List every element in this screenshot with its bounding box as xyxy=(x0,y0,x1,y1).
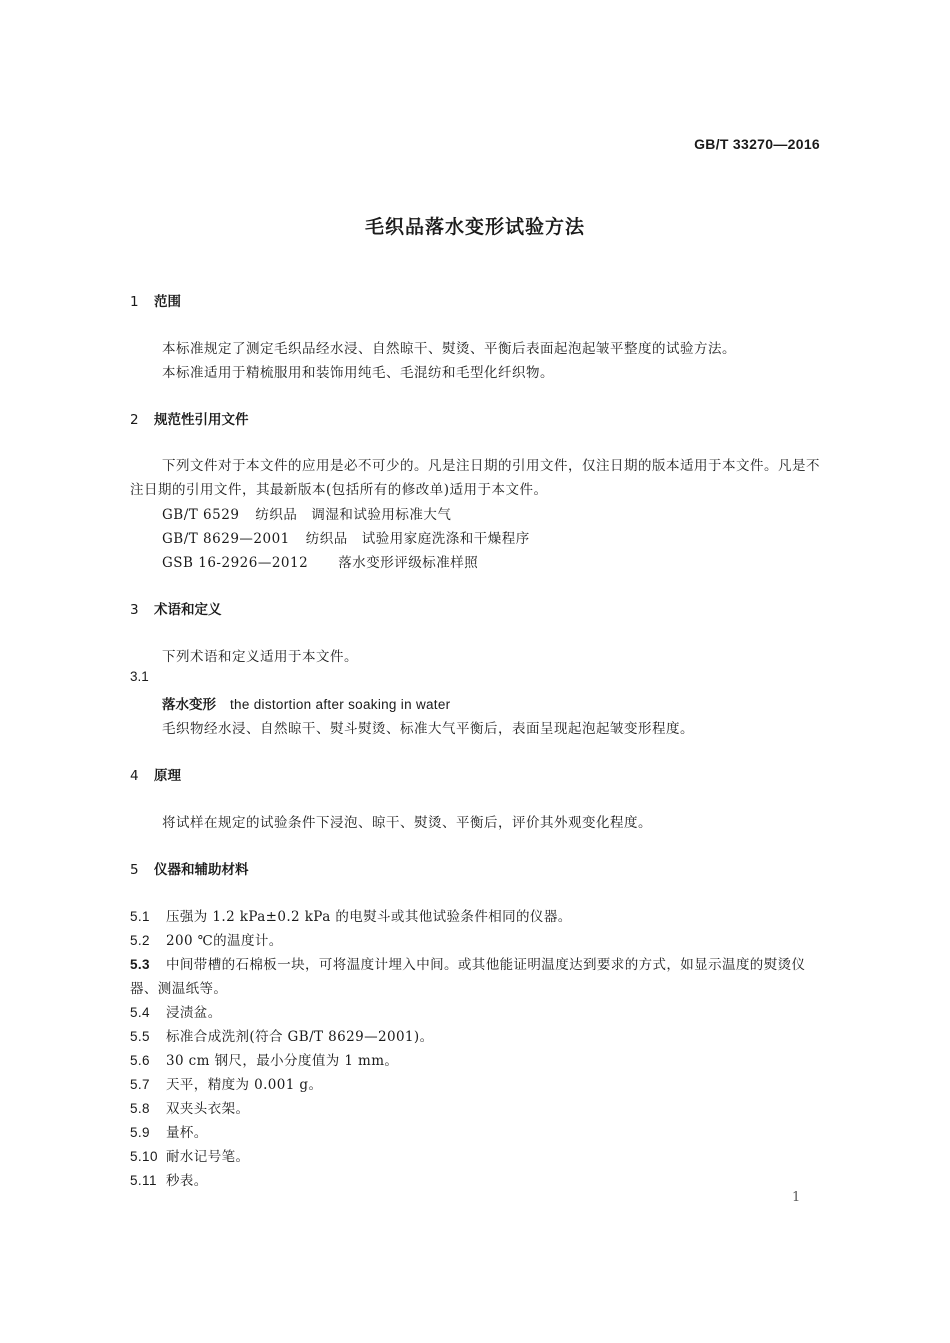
clause-number: 5.6 xyxy=(130,1053,150,1068)
clause-number: 5.7 xyxy=(130,1077,150,1092)
section-title: 原理 xyxy=(154,768,181,784)
reference-item xyxy=(162,551,478,571)
clause-text: 标准合成洗剂(符合 GB/T 8629—2001)。 xyxy=(166,1029,434,1045)
clause-item xyxy=(130,905,572,925)
section-5-heading xyxy=(130,858,249,878)
clause-item xyxy=(130,1025,434,1045)
section-number: 4 xyxy=(130,768,139,784)
clause-text: 耐水记号笔。 xyxy=(166,1149,250,1165)
term-definition: 毛织物经水浸、自然晾干、熨斗熨烫、标准大气平衡后，表面呈现起泡起皱变形程度。 xyxy=(162,721,694,737)
clause-text: 天平，精度为 0.001 g。 xyxy=(166,1077,323,1093)
clause-text: 浸渍盆。 xyxy=(166,1005,222,1021)
clause-text: 压强为 1.2 kPa±0.2 kPa 的电熨斗或其他试验条件相同的仪器。 xyxy=(166,909,572,925)
paragraph: 本标准规定了测定毛织品经水浸、自然晾干、熨烫、平衡后表面起泡起皱平整度的试验方法。 xyxy=(162,341,736,357)
clause-number: 5.11 xyxy=(130,1173,157,1188)
clause-item xyxy=(130,1001,222,1021)
clause-text: 秒表。 xyxy=(166,1173,208,1189)
reference-code: GB/T 6529 xyxy=(162,507,240,523)
section-3-heading xyxy=(130,598,222,618)
section-title: 术语和定义 xyxy=(154,602,222,618)
term-chinese: 落水变形 xyxy=(162,697,216,713)
reference-desc: 试验用家庭洗涤和干燥程序 xyxy=(361,531,530,547)
clause-number: 5.5 xyxy=(130,1029,150,1044)
clause-item xyxy=(130,1121,208,1141)
section-title: 范围 xyxy=(154,294,181,310)
paragraph: 下列术语和定义适用于本文件。 xyxy=(162,649,358,665)
clause-text: 中间带槽的石棉板一块，可将温度计埋入中间。或其他能证明温度达到要求的方式，如显示温度的熨烫仪器、测温纸等。 xyxy=(130,957,806,997)
clause-item xyxy=(130,1145,249,1165)
section-4-heading xyxy=(130,764,181,784)
reference-desc: 调湿和试验用标准大气 xyxy=(311,507,452,523)
clause-number: 5.8 xyxy=(130,1101,150,1116)
paragraph: 本标准适用于精梳服用和装饰用纯毛、毛混纺和毛型化纤织物。 xyxy=(162,365,554,381)
section-number: 3 xyxy=(130,602,139,618)
reference-item xyxy=(162,527,530,547)
reference-code: GSB 16-2926—2012 xyxy=(162,555,309,571)
term-entry xyxy=(162,693,450,713)
section-title: 规范性引用文件 xyxy=(154,412,249,428)
clause-text: 200 ℃的温度计。 xyxy=(166,933,283,949)
clause-item xyxy=(130,1169,208,1189)
reference-item xyxy=(162,503,451,523)
clause-number: 5.2 xyxy=(130,933,150,948)
page-title: 毛织品落水变形试验方法 xyxy=(364,216,585,238)
reference-code: GB/T 8629—2001 xyxy=(162,531,290,547)
section-number: 1 xyxy=(130,294,139,310)
clause-text: 双夹头衣架。 xyxy=(166,1101,250,1117)
paragraph: 将试样在规定的试验条件下浸泡、晾干、熨烫、平衡后，评价其外观变化程度。 xyxy=(162,815,652,831)
clause-number: 5.1 xyxy=(130,909,150,924)
subclause-number: 3.1 xyxy=(130,669,149,684)
section-1-heading xyxy=(130,290,181,310)
clause-text: 量杯。 xyxy=(166,1125,208,1141)
term-english: the distortion after soaking in water xyxy=(230,697,451,712)
clause-item xyxy=(130,1097,249,1117)
clause-number: 5.10 xyxy=(130,1149,158,1164)
clause-number: 5.4 xyxy=(130,1005,150,1020)
section-2-heading xyxy=(130,408,249,428)
paragraph: 下列文件对于本文件的应用是必不可少的。凡是注日期的引用文件，仅注日期的版本适用于本文件。凡是不注日期的引用文件，其最新版本(包括所有的修改单)适用于本文件。 xyxy=(130,458,820,498)
section-number: 5 xyxy=(130,862,139,878)
page-number: 1 xyxy=(792,1190,801,1205)
standard-number: GB/T 33270—2016 xyxy=(694,136,820,152)
reference-name: 纺织品 xyxy=(255,507,298,523)
section-title: 仪器和辅助材料 xyxy=(154,862,249,878)
section-number: 2 xyxy=(130,412,139,428)
clause-item xyxy=(130,953,822,1001)
reference-desc: 落水变形评级标准样照 xyxy=(338,555,479,571)
clause-text: 30 cm 钢尺，最小分度值为 1 mm。 xyxy=(166,1053,399,1069)
clause-item xyxy=(130,1073,322,1093)
reference-name: 纺织品 xyxy=(305,531,348,547)
clause-number: 5.3 xyxy=(130,957,150,972)
clause-item xyxy=(130,929,283,949)
clause-number: 5.9 xyxy=(130,1125,150,1140)
clause-item xyxy=(130,1049,398,1069)
